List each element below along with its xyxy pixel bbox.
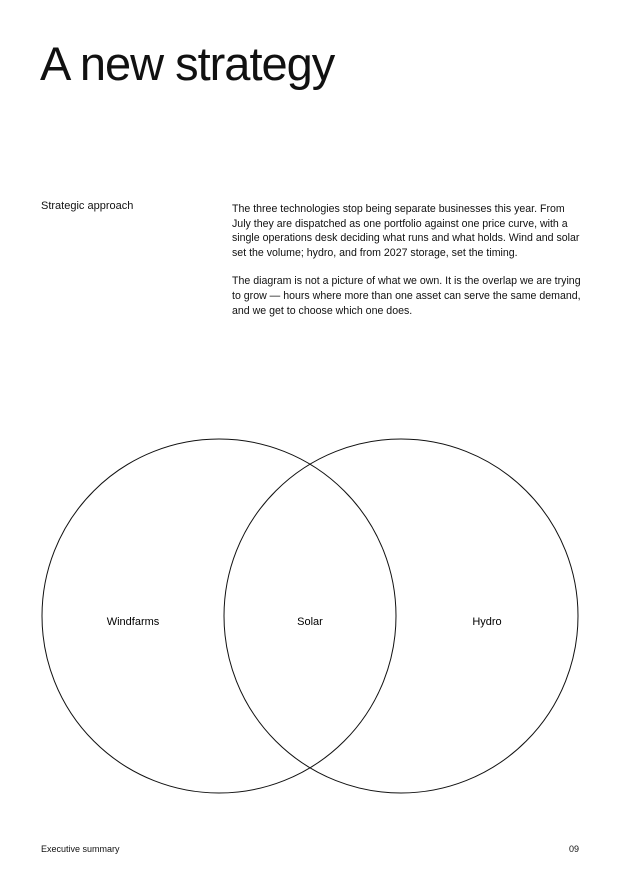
page-number: 09	[568, 844, 579, 854]
footer-section-name: Executive summary	[41, 844, 120, 854]
paragraph-1: The three technologies stop being separate businesses this year. From July they are dispatched as one portfolio against one price curve, with a single operations desk deciding what runs and what holds. Wind and solar set the volume; hydro, and from 2027 storage, set the timing.	[232, 203, 580, 259]
right-circle	[224, 439, 578, 793]
section-label: Strategic approach	[41, 200, 134, 212]
page-title: A new strategy	[40, 37, 335, 90]
label-center: Solar	[297, 616, 323, 628]
paragraph-2: The diagram is not a picture of what we own. It is the overlap we are trying to grow — hours where more than one asset can serve the same demand, and we get to choose which one does.	[232, 275, 581, 317]
label-left: Windfarms	[106, 616, 160, 628]
left-circle	[42, 439, 396, 793]
label-right: Hydro	[472, 616, 502, 628]
